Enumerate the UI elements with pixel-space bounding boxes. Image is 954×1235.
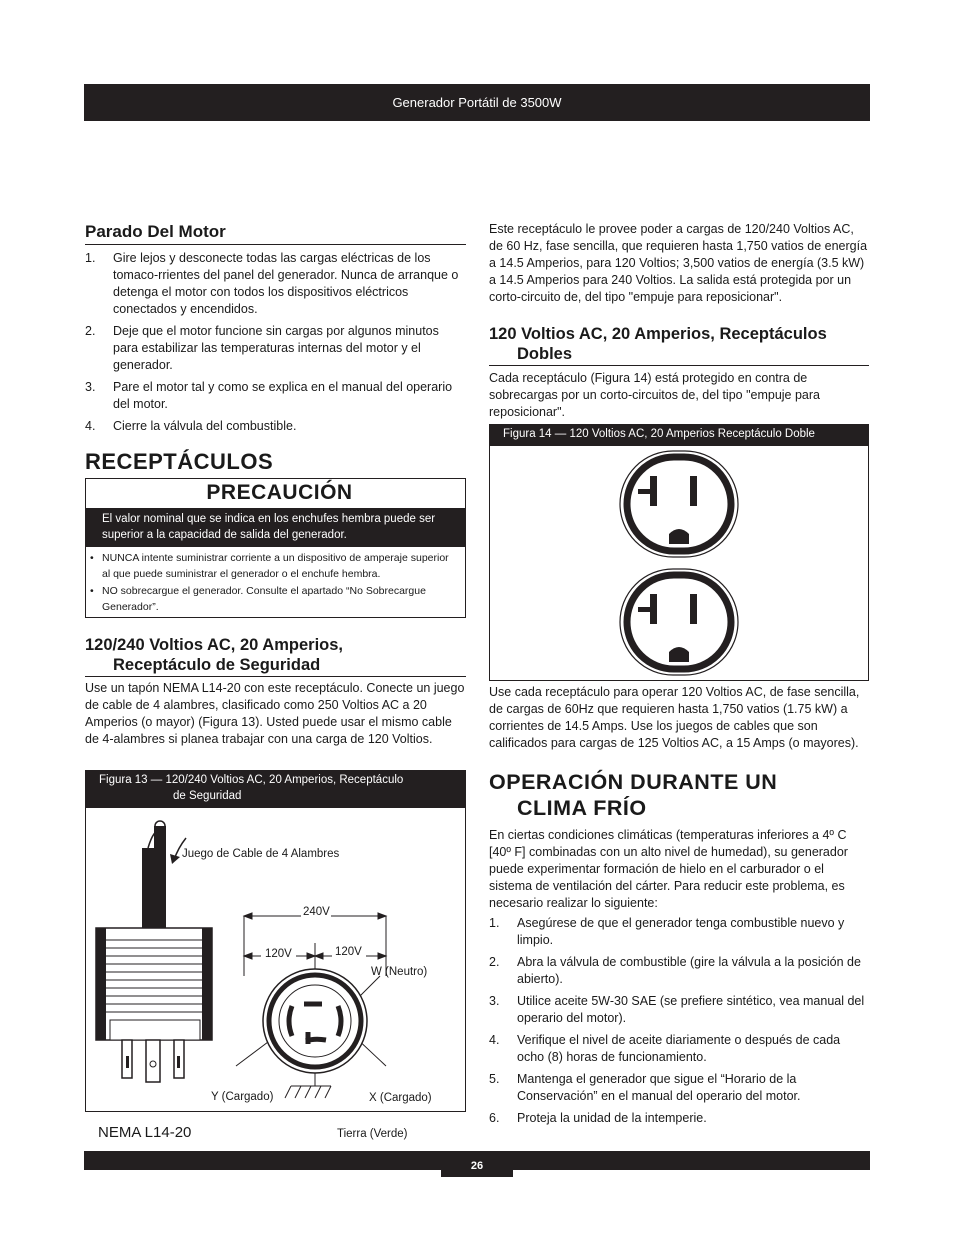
label-nema: NEMA L14-20 <box>98 1124 192 1141</box>
label-120v-left: 120V <box>265 948 292 960</box>
cold-weather-steps <box>489 915 869 1127</box>
caution-list <box>86 547 465 615</box>
page-number: 26 <box>441 1156 513 1177</box>
list-item: 3. Utilice aceite 5W-30 SAE (se prefiere sintético, vea manual del operario del motor). <box>489 994 865 1025</box>
list-item: 6. Proteja la unidad de la intemperie. <box>489 1111 707 1125</box>
duplex-receptacle-section <box>489 324 869 421</box>
label-y-loaded: Y (Cargado) <box>211 1091 274 1103</box>
cold-weather-heading-line2: CLIMA FRÍO <box>517 796 647 820</box>
outlet-bottom <box>620 569 738 675</box>
outlet-top <box>620 451 738 557</box>
figure-13-diagram <box>85 807 466 1141</box>
safety-body: Use un tapón NEMA L14-20 con este receptáculo. Conecte un juego de cable de 4 alambres, clasificado como 250 Voltios AC a 20 Amperios (o mayor) (Figura 13). Usted puede usar el mismo cable de 4-alambres si planea trabajar con una carga de 120 Voltios. <box>85 681 465 746</box>
label-240v: 240V <box>303 906 330 918</box>
figure-13-caption: Figura 13 — 120/240 Voltios AC, 20 Amperios, Receptáculo de Seguridad <box>85 770 466 807</box>
cable-label: Juego de Cable de 4 Alambres <box>182 848 340 860</box>
list-item: 2. Deje que el motor funcione sin cargas por algunos minutos para estabilizar las temperaturas internas del motor y el generador. <box>85 324 439 372</box>
duplex-after-text: Use cada receptáculo para operar 120 Voltios AC, de fase sencilla, de cargas de 60Hz que requieren hasta 1,750 vatios (1.75 kW) a corrientes de 14.5 Amps. Use los juegos de cables que son calificados para cargas de 125 Voltios AC, a 15 Amps (o mayores). <box>489 685 860 750</box>
figure-13 <box>85 770 466 1141</box>
list-item: 2. Abra la válvula de combustible (gire la válvula a la posición de abierto). <box>489 955 861 986</box>
list-item: 4. Verifique el nivel de aceite diariamente o después de cada ocho (8) horas de funcionamiento. <box>489 1033 841 1064</box>
label-x-loaded: X (Cargado) <box>369 1092 432 1104</box>
stop-engine-steps <box>85 250 466 435</box>
label-neutral: W (Neutro) <box>371 966 428 978</box>
list-item: • NUNCA intente suministrar corriente a un dispositivo de amperaje superior al que puede suministrar el generador o el enchufe hembra. <box>90 552 449 580</box>
safety-receptacle-section <box>85 635 466 748</box>
label-ground: Tierra (Verde) <box>337 1128 408 1140</box>
stop-engine-section <box>85 222 466 440</box>
figure-14-caption: Figura 14 — 120 Voltios AC, 20 Amperios Receptáculo Doble <box>489 424 869 445</box>
list-item: 5. Mantenga el generador que sigue el “Horario de la Conservación” en el manual del operario del motor. <box>489 1072 801 1103</box>
duplex-outlet-graphic <box>490 446 868 680</box>
header-bar <box>84 84 870 121</box>
receptacles-heading: RECEPTÁCULOS <box>85 449 274 474</box>
figure-14-diagram <box>489 445 869 681</box>
document-title: Generador Portátil de 3500W <box>392 95 562 110</box>
caution-title: PRECAUCIÓN <box>206 481 353 504</box>
list-item: 4. Cierre la válvula del combustible. <box>85 419 297 433</box>
stop-engine-heading: Parado Del Motor <box>85 222 466 245</box>
list-item: 3. Pare el motor tal y como se explica en el manual del operario del motor. <box>85 380 453 411</box>
cable-graphic <box>142 848 166 934</box>
duplex-heading-line2: Dobles <box>489 344 869 366</box>
label-120v-right: 120V <box>335 946 362 958</box>
safety-heading-line2: Receptáculo de Seguridad <box>85 655 466 677</box>
figure-14 <box>489 424 869 681</box>
duplex-body: Cada receptáculo (Figura 14) está protegido en contra de sobrecargas por un corto-circuitos de, del tipo "empuje para reposicionar". <box>489 371 820 419</box>
cold-weather-intro: En ciertas condiciones climáticas (temperaturas inferiores a 4º C [40º F] combinadas con un alto nivel de humedad), su generador puede experimentar formación de hielo en el carburador o el sistema de ventilación del cárter. Para reducir este problema, es necesario realizar lo siguiente: <box>489 828 848 910</box>
right-intro: Este receptáculo le provee poder a cargas de 120/240 Voltios AC, de 60 Hz, fase sencilla, que requieren hasta 1,750 vatios de energía a 14.5 Amperios, para 120 Voltios; 3,500 vatios de energía (3.5 kW) a 14.5 Amperios para 240 Voltios. La salida está protegida por un corto-circuito de, del tipo "empuje para reposicionar". <box>489 222 868 304</box>
caution-box <box>85 478 466 618</box>
duplex-heading-line1: 120 Voltios AC, 20 Amperios, Receptáculos <box>489 325 827 343</box>
list-item: 1. Gire lejos y desconecte todas las cargas eléctricas de los tomaco-rrientes del panel del generador. Nunca de arranque o detenga el motor con todos los dispositivos eléctricos conectados y encendidos. <box>85 251 459 316</box>
caution-intro: El valor nominal que se indica en los enchufes hembra puede ser superior a la capacidad de salida del generador. <box>86 508 465 547</box>
safety-heading-line1: 120/240 Voltios AC, 20 Amperios, <box>85 636 343 654</box>
list-item: 1. Asegúrese de que el generador tenga combustible nuevo y limpio. <box>489 916 845 947</box>
cold-weather-section <box>489 769 869 1132</box>
list-item: • NO sobrecargue el generador. Consulte el apartado “No Sobrecargue Generador”. <box>90 585 426 613</box>
cold-weather-heading-line1: OPERACIÓN DURANTE UN <box>489 770 778 794</box>
